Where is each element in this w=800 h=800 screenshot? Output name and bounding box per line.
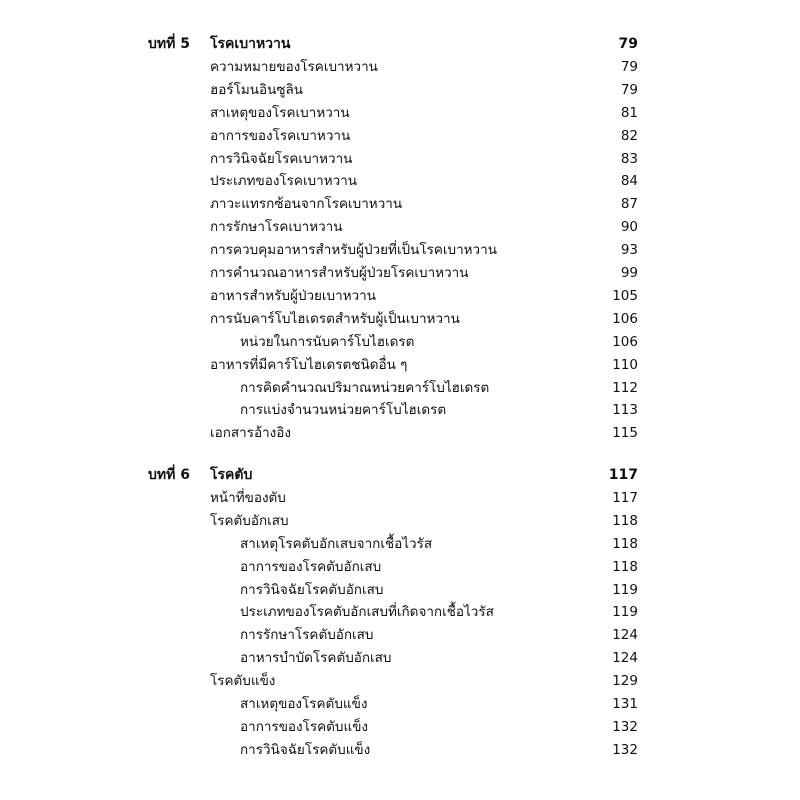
entry-title: การคิดคำนวณปริมาณหน่วยคาร์โบไฮเดรต [240, 379, 490, 396]
toc-entry [0, 377, 800, 399]
toc-entry [0, 170, 800, 192]
chapter-title: โรคตับ [210, 467, 253, 483]
toc-entry [0, 79, 800, 101]
page-number: 115 [612, 425, 638, 442]
entry-title: หน้าที่ของตับ [210, 489, 286, 506]
page-number: 84 [620, 173, 638, 190]
page-number: 99 [620, 265, 638, 281]
toc-entry [0, 670, 800, 692]
toc-entry [0, 716, 800, 738]
toc-entry [0, 624, 800, 646]
page-number: 81 [620, 104, 638, 121]
page-number: 90 [620, 219, 638, 236]
entry-title: การรักษาโรคตับอักเสบ [240, 627, 374, 644]
toc-entry [0, 125, 800, 147]
entry-title: อาหารบำบัดโรคตับอักเสบ [240, 650, 392, 667]
page-number: 106 [612, 310, 638, 327]
entry-title: อาการของโรคตับแข็ง [240, 718, 369, 735]
toc-entry [0, 331, 800, 353]
page-number: 79 [620, 81, 638, 98]
entry-title: โรคตับอักเสบ [210, 512, 289, 529]
toc-entry [0, 102, 800, 124]
chapter-title: โรคเบาหวาน [210, 36, 291, 52]
page-number: 106 [612, 333, 638, 350]
entry-title: อาหารที่มีคาร์โบไฮเดรตชนิดอื่น ๆ [210, 356, 408, 373]
page-number: 105 [612, 287, 638, 304]
page-number: 118 [612, 512, 638, 529]
chapter-label: บทที่ 6 [148, 467, 190, 483]
toc-entry [0, 308, 800, 330]
page-number: 119 [612, 604, 638, 621]
page-number: 113 [612, 402, 638, 419]
page-number: 79 [618, 36, 638, 52]
page-number: 82 [620, 127, 638, 144]
entry-title: ภาวะแทรกซ้อนจากโรคเบาหวาน [210, 196, 403, 213]
entry-title: การวินิจฉัยโรคตับแข็ง [240, 741, 371, 758]
entry-title: สาเหตุโรคตับอักเสบจากเชื้อไวรัส [240, 535, 433, 552]
page-number: 124 [612, 650, 638, 667]
entry-title: ประเภทของโรคตับอักเสบที่เกิดจากเชื้อไวรัส [240, 604, 494, 621]
toc-entry [0, 533, 800, 555]
chapter-heading [0, 464, 800, 486]
toc-entry [0, 647, 800, 669]
entry-title: การรักษาโรคเบาหวาน [210, 219, 343, 236]
page-number: 83 [620, 150, 638, 167]
page-number: 110 [612, 356, 638, 373]
toc-entry [0, 556, 800, 578]
toc-entry [0, 601, 800, 623]
page-number: 132 [612, 718, 638, 735]
toc-entry [0, 510, 800, 532]
toc-entry [0, 399, 800, 421]
toc-entry [0, 579, 800, 601]
entry-title: หน่วยในการนับคาร์โบไฮเดรต [240, 333, 415, 350]
page-number: 119 [612, 581, 638, 598]
toc-entry [0, 193, 800, 215]
chapter-label: บทที่ 5 [148, 36, 190, 52]
toc-entry [0, 239, 800, 261]
page-number: 131 [612, 696, 638, 712]
toc-entry [0, 56, 800, 78]
page-number: 93 [620, 242, 638, 259]
toc-entry [0, 262, 800, 284]
toc-entry [0, 354, 800, 376]
entry-title: อาการของโรคเบาหวาน [210, 127, 351, 144]
toc-entry [0, 148, 800, 170]
entry-title: ความหมายของโรคเบาหวาน [210, 58, 378, 75]
page-number: 112 [612, 379, 638, 396]
entry-title: การแบ่งจำนวนหน่วยคาร์โบไฮเดรต [240, 402, 447, 419]
toc-entry [0, 216, 800, 238]
page-number: 87 [620, 196, 638, 213]
entry-title: เอกสารอ้างอิง [210, 425, 291, 442]
toc-entry [0, 285, 800, 307]
toc-entry [0, 487, 800, 509]
page-number: 117 [608, 467, 638, 483]
entry-title: อาการของโรคตับอักเสบ [240, 558, 382, 575]
entry-title: สาเหตุของโรคตับแข็ง [240, 696, 368, 712]
entry-title: การวินิจฉัยโรคตับอักเสบ [240, 581, 384, 598]
page-number: 117 [612, 489, 638, 506]
page-number: 118 [612, 535, 638, 552]
page-number: 118 [612, 558, 638, 575]
toc-entry [0, 422, 800, 444]
page-number: 124 [612, 627, 638, 644]
entry-title: อาหารสำหรับผู้ป่วยเบาหวาน [210, 287, 376, 304]
entry-title: โรคตับแข็ง [210, 673, 276, 690]
entry-title: ฮอร์โมนอินซูลิน [210, 81, 303, 98]
entry-title: การนับคาร์โบไฮเดรตสำหรับผู้เป็นเบาหวาน [210, 310, 460, 327]
page-number: 79 [620, 58, 638, 75]
chapter-heading [0, 33, 800, 55]
page-number: 132 [612, 741, 638, 758]
entry-title: ประเภทของโรคเบาหวาน [210, 173, 357, 190]
page-number: 129 [612, 673, 638, 690]
entry-title: การวินิจฉัยโรคเบาหวาน [210, 150, 353, 167]
toc-entry [0, 693, 800, 715]
entry-title: การควบคุมอาหารสำหรับผู้ป่วยที่เป็นโรคเบาหวาน [210, 242, 497, 259]
entry-title: การคำนวณอาหารสำหรับผู้ป่วยโรคเบาหวาน [210, 265, 469, 281]
toc-entry [0, 739, 800, 761]
entry-title: สาเหตุของโรคเบาหวาน [210, 104, 350, 121]
